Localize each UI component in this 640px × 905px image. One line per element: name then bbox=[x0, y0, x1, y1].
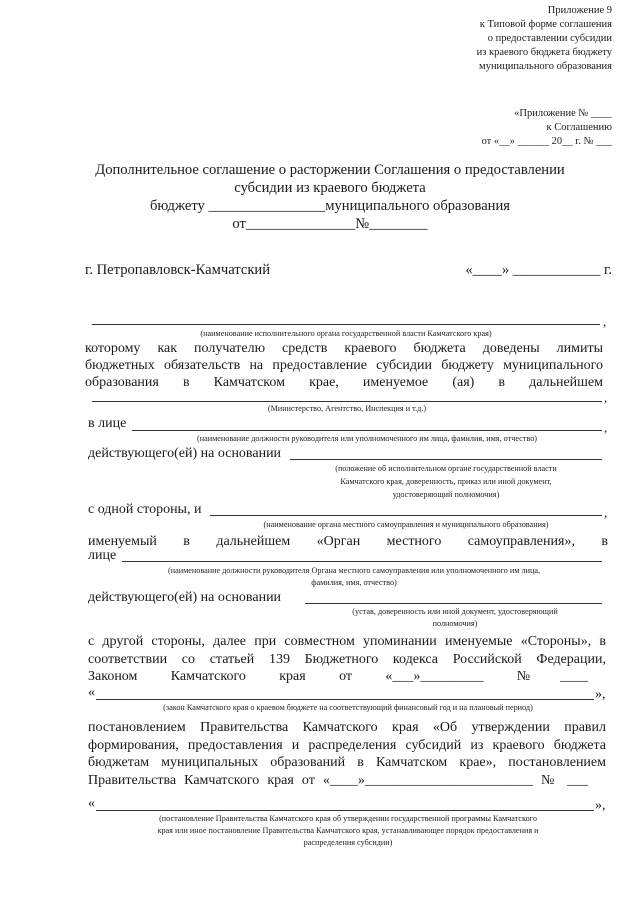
in-face-label: в лице bbox=[88, 416, 127, 431]
sub-appendix-line: «Приложение № ____ bbox=[514, 108, 612, 119]
city-label: г. Петропавловск-Камчатский bbox=[85, 262, 271, 278]
caption-local-org: (наименование органа местного самоуправления и муниципального образования) bbox=[263, 520, 549, 529]
comma: , bbox=[604, 505, 608, 520]
paragraph-line: бюджетных обязательств на предоставление субсидии бюджету муниципального bbox=[85, 358, 603, 373]
caption-official: (наименование должности руководителя или уполномоченного им лица, фамилия, имя, отчество) bbox=[196, 434, 538, 443]
blank-line bbox=[132, 430, 602, 431]
caption-basis: удостоверяющий полномочия) bbox=[392, 490, 500, 499]
paragraph-line: Правительства Камчатского края от «____»________________________ № ___ bbox=[88, 773, 588, 788]
paragraph-line: формирования, предоставления и распределения субсидий из краевого бюджета bbox=[88, 738, 606, 753]
caption-organ: (наименование исполнительного органа государственной власти Камчатского края) bbox=[200, 329, 492, 338]
appendix-line: о предоставлении субсидии bbox=[487, 33, 612, 44]
caption-basis: (положение об исполнительном органе государственной власти bbox=[335, 464, 557, 473]
blank-line bbox=[290, 459, 602, 460]
close-quote: », bbox=[595, 798, 606, 813]
blank-line bbox=[305, 603, 602, 604]
comma: , bbox=[603, 314, 607, 329]
appendix-line: к Типовой форме соглашения bbox=[479, 19, 612, 30]
acting-label: действующего(ей) на основании bbox=[88, 446, 282, 461]
paragraph-line: соответствии со статьей 139 Бюджетного кодекса Российской Федерации, bbox=[88, 652, 606, 667]
caption-local-official: фамилия, имя, отчество) bbox=[311, 578, 397, 587]
paragraph-line: бюджетам муниципальных образований в Камчатском крае», постановлением bbox=[88, 755, 606, 770]
one-side-label: с одной стороны, и bbox=[88, 502, 202, 517]
caption-resolution: (постановление Правительства Камчатского края об утверждении государственной программы Камчатского bbox=[159, 814, 537, 823]
appendix-line: Приложение 9 bbox=[547, 5, 612, 16]
sub-appendix-line: к Соглашению bbox=[546, 122, 612, 133]
title-line: от_______________№________ bbox=[232, 216, 428, 232]
appendix-line: муниципального образования bbox=[479, 61, 612, 72]
blank-line bbox=[96, 699, 594, 700]
caption-ministry: (Министерство, Агентство, Инспекция и т.д.) bbox=[267, 404, 427, 413]
paragraph-line: образования в Камчатском крае, именуемое (ая) в дальнейшем bbox=[85, 375, 603, 390]
comma: , bbox=[604, 420, 608, 435]
appendix-line: из краевого бюджета бюджету bbox=[476, 47, 612, 58]
caption-resolution: края или иное постановление Правительства Камчатского края, устанавливающее порядок предоставления и bbox=[157, 826, 539, 835]
paragraph-line: именуемый в дальнейшем «Орган местного самоуправления», в bbox=[88, 534, 608, 549]
paragraph-line: с другой стороны, далее при совместном упоминании именуемые «Стороны», в bbox=[88, 634, 606, 649]
blank-line bbox=[96, 810, 594, 811]
paragraph-line: Законом Камчатского края от «___»_________ №____ bbox=[88, 669, 588, 684]
close-quote: », bbox=[595, 687, 606, 702]
date-field: «____» ____________ г. bbox=[465, 262, 612, 278]
caption-resolution: распределения субсидии) bbox=[303, 838, 393, 847]
caption-charter: (устав, доверенность или иной документ, удостоверяющий bbox=[352, 607, 558, 616]
caption-charter: полномочия) bbox=[432, 619, 478, 628]
sub-appendix-line: от «__» ______ 20__ г. № ___ bbox=[481, 136, 612, 147]
caption-law: (закон Камчатского края о краевом бюджете на соответствующий финансовый год и на плановый период) bbox=[163, 703, 533, 712]
blank-line bbox=[122, 561, 602, 562]
acting-label: действующего(ей) на основании bbox=[88, 590, 282, 605]
title-line: Дополнительное соглашение о расторжении Соглашения о предоставлении bbox=[95, 162, 565, 178]
blank-line bbox=[210, 515, 602, 516]
comma: , bbox=[604, 390, 608, 405]
open-quote: « bbox=[88, 685, 95, 700]
blank-line bbox=[92, 324, 600, 325]
paragraph-line: которому как получателю средств краевого бюджета доведены лимиты bbox=[85, 341, 603, 356]
open-quote: « bbox=[88, 796, 95, 811]
caption-basis: Камчатского края, доверенность, приказ или иной документ, bbox=[340, 477, 552, 486]
title-line: бюджету ________________муниципального образования bbox=[149, 198, 511, 214]
caption-local-official: (наименование должности руководителя Органа местного самоуправления или уполномоченного им лица, bbox=[167, 566, 541, 575]
blank-line bbox=[92, 401, 602, 402]
in-face-label: лице bbox=[88, 548, 117, 563]
title-line: субсидии из краевого бюджета bbox=[234, 180, 426, 196]
paragraph-line: постановлением Правительства Камчатского края «Об утверждении правил bbox=[88, 720, 606, 735]
